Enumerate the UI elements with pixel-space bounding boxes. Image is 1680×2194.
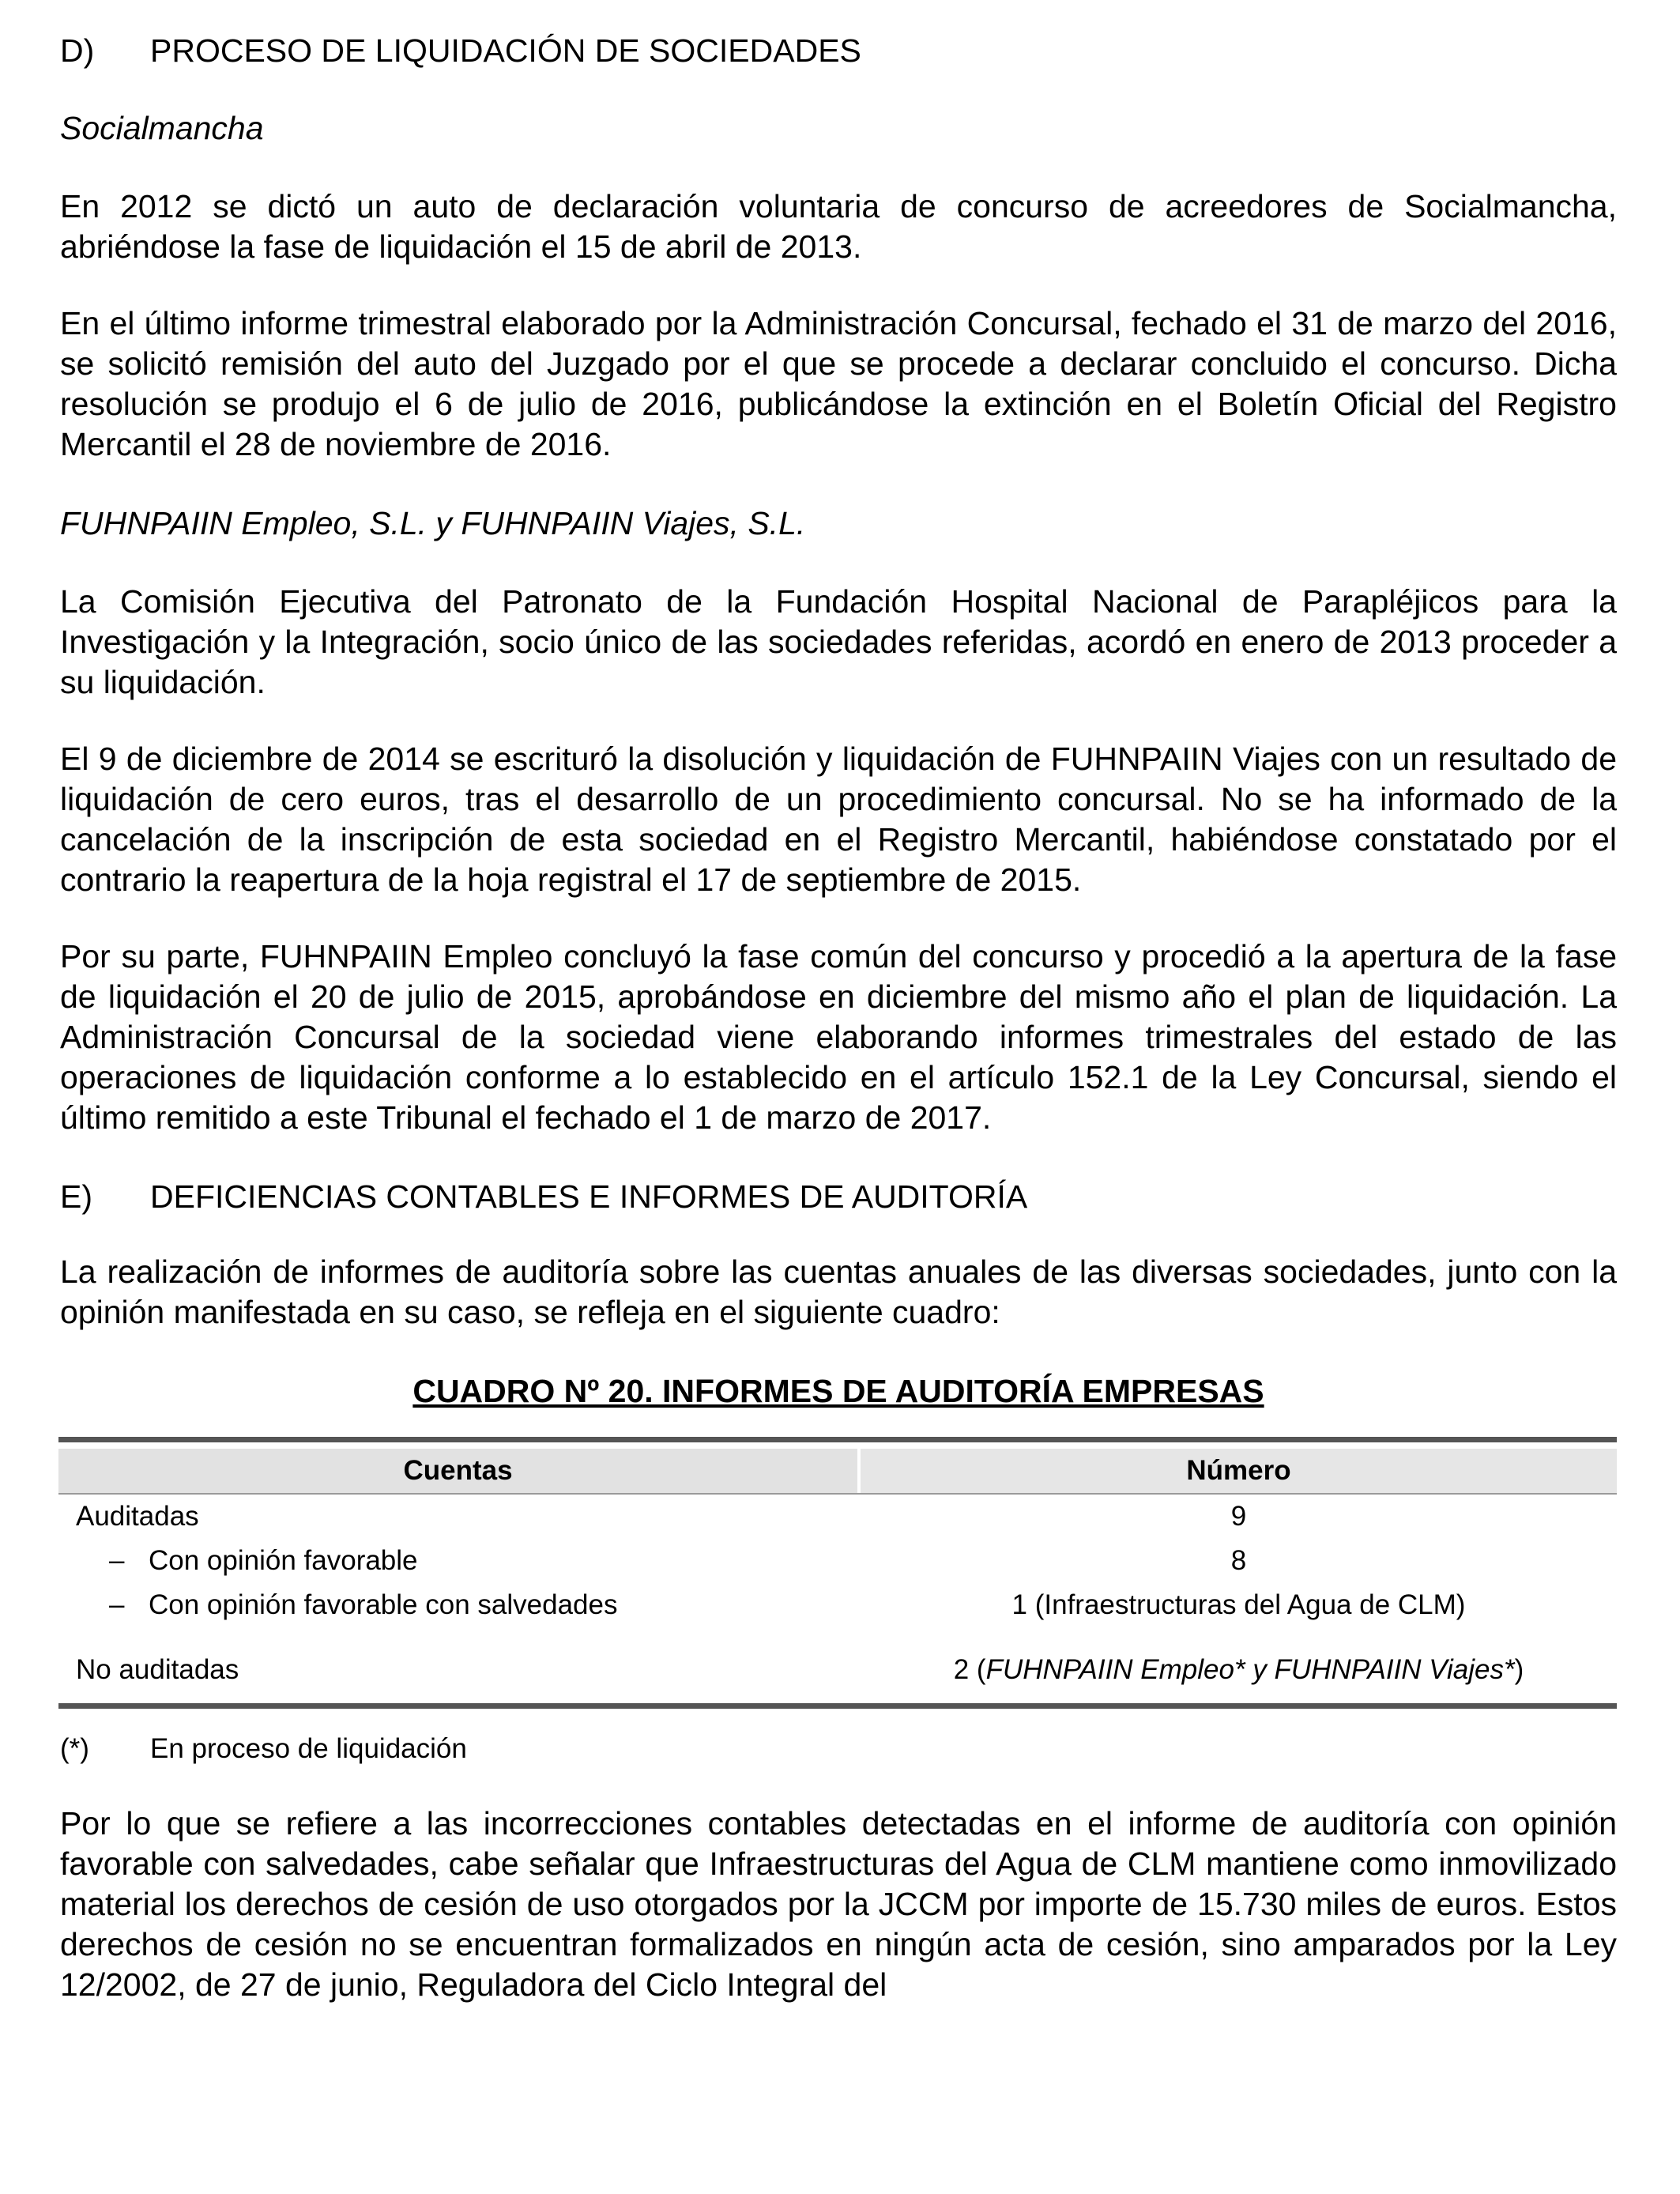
row-auditadas-value: 9	[1230, 1501, 1247, 1532]
section-d-letter: D)	[60, 32, 95, 69]
row-favorable-value: 8	[1230, 1545, 1247, 1576]
fuhnpaiin-paragraph-3: Por su parte, FUHNPAIIN Empleo concluyó la fase común del concurso y procedió a la apertura de la fase de liquidación el 20 de julio de 2015, aprobándose en diciembre del mismo año el plan de liquidación. La Administración Concursal de la sociedad viene elaborando informes trimestrales del estado de las operaciones de liquidación conforme a lo establecido en el artículo 152.1 de la Ley Concursal, siendo el último remitido a este Tribunal el fechado el 1 de marzo de 2017.	[60, 938, 1617, 1136]
table-row-no-auditadas	[58, 1648, 1617, 1692]
socialmancha-paragraph-1: En 2012 se dictó un auto de declaración voluntaria de concurso de acreedores de Socialmancha, abriéndose la fase de liquidación el 15 de abril de 2013.	[60, 188, 1617, 265]
row-favorable-dash: –	[109, 1545, 125, 1576]
table-header-row	[58, 1449, 1617, 1495]
socialmancha-subtitle: Socialmancha	[60, 110, 264, 146]
row-auditadas-label: Auditadas	[76, 1501, 199, 1532]
section-e-letter: E)	[60, 1178, 92, 1215]
closing-paragraph: Por lo que se refiere a las incorrecciones contables detectadas en el informe de auditoría con opinión favorable con salvedades, cabe señalar que Infraestructuras del Agua de CLM mantiene como inmovilizado material los derechos de cesión de uso otorgados por la JCCM por importe de 15.730 miles de euros. Estos derechos de cesión no se encuentran formalizados en ningún acta de cesión, sino amparados por la Ley 12/2002, de 27 de junio, Reguladora del Ciclo Integral del	[60, 1805, 1617, 2003]
section-e-title: DEFICIENCIAS CONTABLES E INFORMES DE AUDITORÍA	[150, 1178, 1028, 1215]
audit-table	[58, 1437, 1617, 1709]
footnote-mark: (*)	[60, 1733, 89, 1764]
row-no-auditadas-value: 2 (FUHNPAIIN Empleo* y FUHNPAIIN Viajes*)	[953, 1654, 1524, 1685]
table-row-favorable	[58, 1539, 1617, 1583]
fuhnpaiin-paragraph-2: El 9 de diciembre de 2014 se escrituró la disolución y liquidación de FUHNPAIIN Viajes con un resultado de liquidación de cero euros, tras el desarrollo de un procedimiento concursal. No se ha informado de la cancelación de la inscripción de esta sociedad en el Registro Mercantil, habiéndose constatado por el contrario la reapertura de la hoja registral el 17 de septiembre de 2015.	[60, 741, 1617, 898]
table-footnote	[60, 1729, 1617, 1769]
socialmancha-paragraph-2: En el último informe trimestral elaborado por la Administración Concursal, fechado el 31 de marzo del 2016, se solicitó remisión del auto del Juzgado por el que se procede a declarar concluido el concurso. Dicha resolución se produjo el 6 de julio de 2016, publicándose la extinción en el Boletín Oficial del Registro Mercantil el 28 de noviembre de 2016.	[60, 305, 1617, 462]
document-page	[60, 28, 1617, 2041]
section-d-heading	[60, 28, 1617, 73]
table-row-salvedades	[58, 1583, 1617, 1627]
table-row-auditadas	[58, 1495, 1617, 1539]
row-no-auditadas-companies: FUHNPAIIN Empleo* y FUHNPAIIN Viajes*	[985, 1654, 1515, 1685]
section-e-intro: La realización de informes de auditoría sobre las cuentas anuales de las diversas sociedades, junto con la opinión manifestada en su caso, se refleja en el siguiente cuadro:	[60, 1253, 1617, 1330]
row-salvedades-dash: –	[109, 1589, 125, 1620]
header-numero: Número	[861, 1449, 1617, 1493]
footnote-text: En proceso de liquidación	[150, 1733, 467, 1764]
section-e-heading	[60, 1174, 1617, 1219]
row-salvedades-label: Con opinión favorable con salvedades	[149, 1589, 618, 1620]
row-favorable-label: Con opinión favorable	[149, 1545, 418, 1576]
row-no-auditadas-label: No auditadas	[76, 1654, 239, 1685]
section-d-title: PROCESO DE LIQUIDACIÓN DE SOCIEDADES	[150, 32, 861, 69]
row-salvedades-value: 1 (Infraestructuras del Agua de CLM)	[1011, 1589, 1466, 1620]
table-title: CUADRO Nº 20. INFORMES DE AUDITORÍA EMPRESAS	[412, 1373, 1264, 1409]
header-cuentas: Cuentas	[58, 1449, 857, 1493]
fuhnpaiin-subtitle: FUHNPAIIN Empleo, S.L. y FUHNPAIIN Viajes, S.L.	[60, 505, 806, 541]
fuhnpaiin-paragraph-1: La Comisión Ejecutiva del Patronato de la Fundación Hospital Nacional de Parapléjicos para la Investigación y la Integración, socio único de las sociedades referidas, acordó en enero de 2013 proceder a su liquidación.	[60, 583, 1617, 700]
